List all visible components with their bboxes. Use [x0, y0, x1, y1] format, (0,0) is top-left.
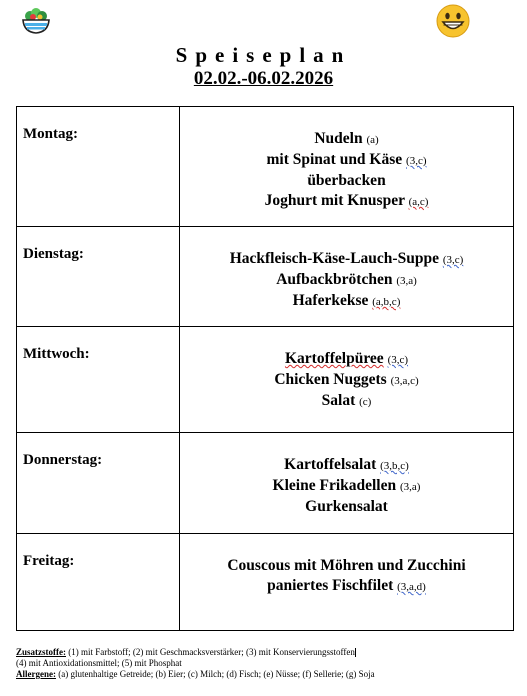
allergen-code: (c): [359, 396, 372, 408]
allergens-line: [16, 669, 516, 680]
dish-name: mit Spinat und Käse: [266, 151, 403, 168]
date-range: [0, 67, 527, 91]
table-row: [17, 227, 514, 327]
additives-line-2: (4) mit Antioxidationsmittel; (5) mit Phosphat: [16, 658, 182, 668]
menu-table: [16, 106, 514, 631]
allergen-code: (a): [366, 134, 379, 146]
dish-line: [180, 497, 513, 517]
dish-line: [180, 171, 513, 191]
dish-line: [180, 455, 513, 476]
dish-name: Kartoffelpüree: [284, 350, 384, 367]
dish-name: Gurkensalat: [305, 498, 388, 515]
day-cell: [17, 433, 180, 534]
allergen-code: (3,a,d): [397, 581, 426, 593]
allergen-code: (3,c): [387, 354, 409, 366]
menu-cell: [180, 227, 514, 327]
dish-name: Haferkekse: [292, 292, 369, 309]
additives-text: (1) mit Farbstoff; (2) mit Geschmacksverstärker; (3) mit Konservierungsstoffen: [68, 647, 355, 657]
smiley-icon: [436, 4, 470, 38]
menu-cell: [180, 534, 514, 631]
dish-line: [180, 191, 513, 212]
dish-name: Aufbackbrötchen: [276, 271, 393, 288]
dish-line: [180, 291, 513, 312]
day-cell: [17, 107, 180, 227]
dish-line: [180, 150, 513, 171]
dish-line: [180, 129, 513, 150]
allergen-code: (3,b,c): [380, 460, 409, 472]
additives-label: Zusatzstoffe:: [16, 647, 66, 657]
day-label: Donnerstag:: [23, 452, 103, 468]
day-cell: [17, 327, 180, 433]
menu-cell: [180, 327, 514, 433]
dish-line: [180, 476, 513, 497]
dish-line: [180, 556, 513, 576]
date-range-text: 02.02.-06.02.2026: [193, 68, 334, 89]
day-cell: [17, 534, 180, 631]
day-label: Montag:: [23, 126, 78, 142]
dish-name: Chicken Nuggets: [274, 371, 387, 388]
dish-name: Hackfleisch-Käse-Lauch-Suppe: [229, 250, 439, 267]
day-label: Dienstag:: [23, 246, 84, 262]
allergen-code: (3,c): [406, 155, 427, 167]
allergens-label: Allergene:: [16, 669, 56, 679]
menu-cell: [180, 433, 514, 534]
dish-name: Salat: [321, 392, 356, 409]
dish-name: Couscous mit Möhren und Zucchini: [227, 557, 466, 574]
dish-name: paniertes Fischfilet: [267, 577, 394, 594]
allergen-code: (3,a): [396, 275, 417, 287]
menu-cell: [180, 107, 514, 227]
allergen-code: (a,c): [408, 196, 429, 208]
dish-line: [180, 576, 513, 597]
day-cell: [17, 227, 180, 327]
day-label: Freitag:: [23, 553, 75, 569]
dish-name: Nudeln: [314, 130, 363, 147]
table-row: [17, 107, 514, 227]
dish-name: Joghurt mit Knusper: [264, 192, 405, 209]
table-row: [17, 327, 514, 433]
day-label: Mittwoch:: [23, 346, 90, 362]
additives-line: [16, 647, 516, 658]
dish-line: [180, 391, 513, 412]
dish-line: [180, 349, 513, 370]
dish-name: überbacken: [307, 172, 386, 189]
allergen-code: (3,a,c): [390, 375, 419, 387]
dish-name: Kartoffelsalat: [284, 456, 377, 473]
allergen-code: (3,a): [399, 481, 421, 493]
allergen-code: (3,c): [442, 254, 464, 266]
dish-line: [180, 270, 513, 291]
allergen-code: (a,b,c): [372, 296, 401, 308]
salad-bowl-icon: [19, 4, 53, 38]
text-cursor: [355, 648, 356, 657]
legend-notes: [16, 647, 516, 680]
allergens-text: (a) glutenhaltige Getreide; (b) Eier; (c) Milch; (d) Fisch; (e) Nüsse; (f) Sellerie; (g) Soja: [58, 669, 375, 679]
dish-name: Kleine Frikadellen: [272, 477, 397, 494]
dish-line: [180, 249, 513, 270]
table-row: [17, 534, 514, 631]
table-row: [17, 433, 514, 534]
page-title: Speiseplan: [175, 43, 352, 67]
dish-line: [180, 370, 513, 391]
